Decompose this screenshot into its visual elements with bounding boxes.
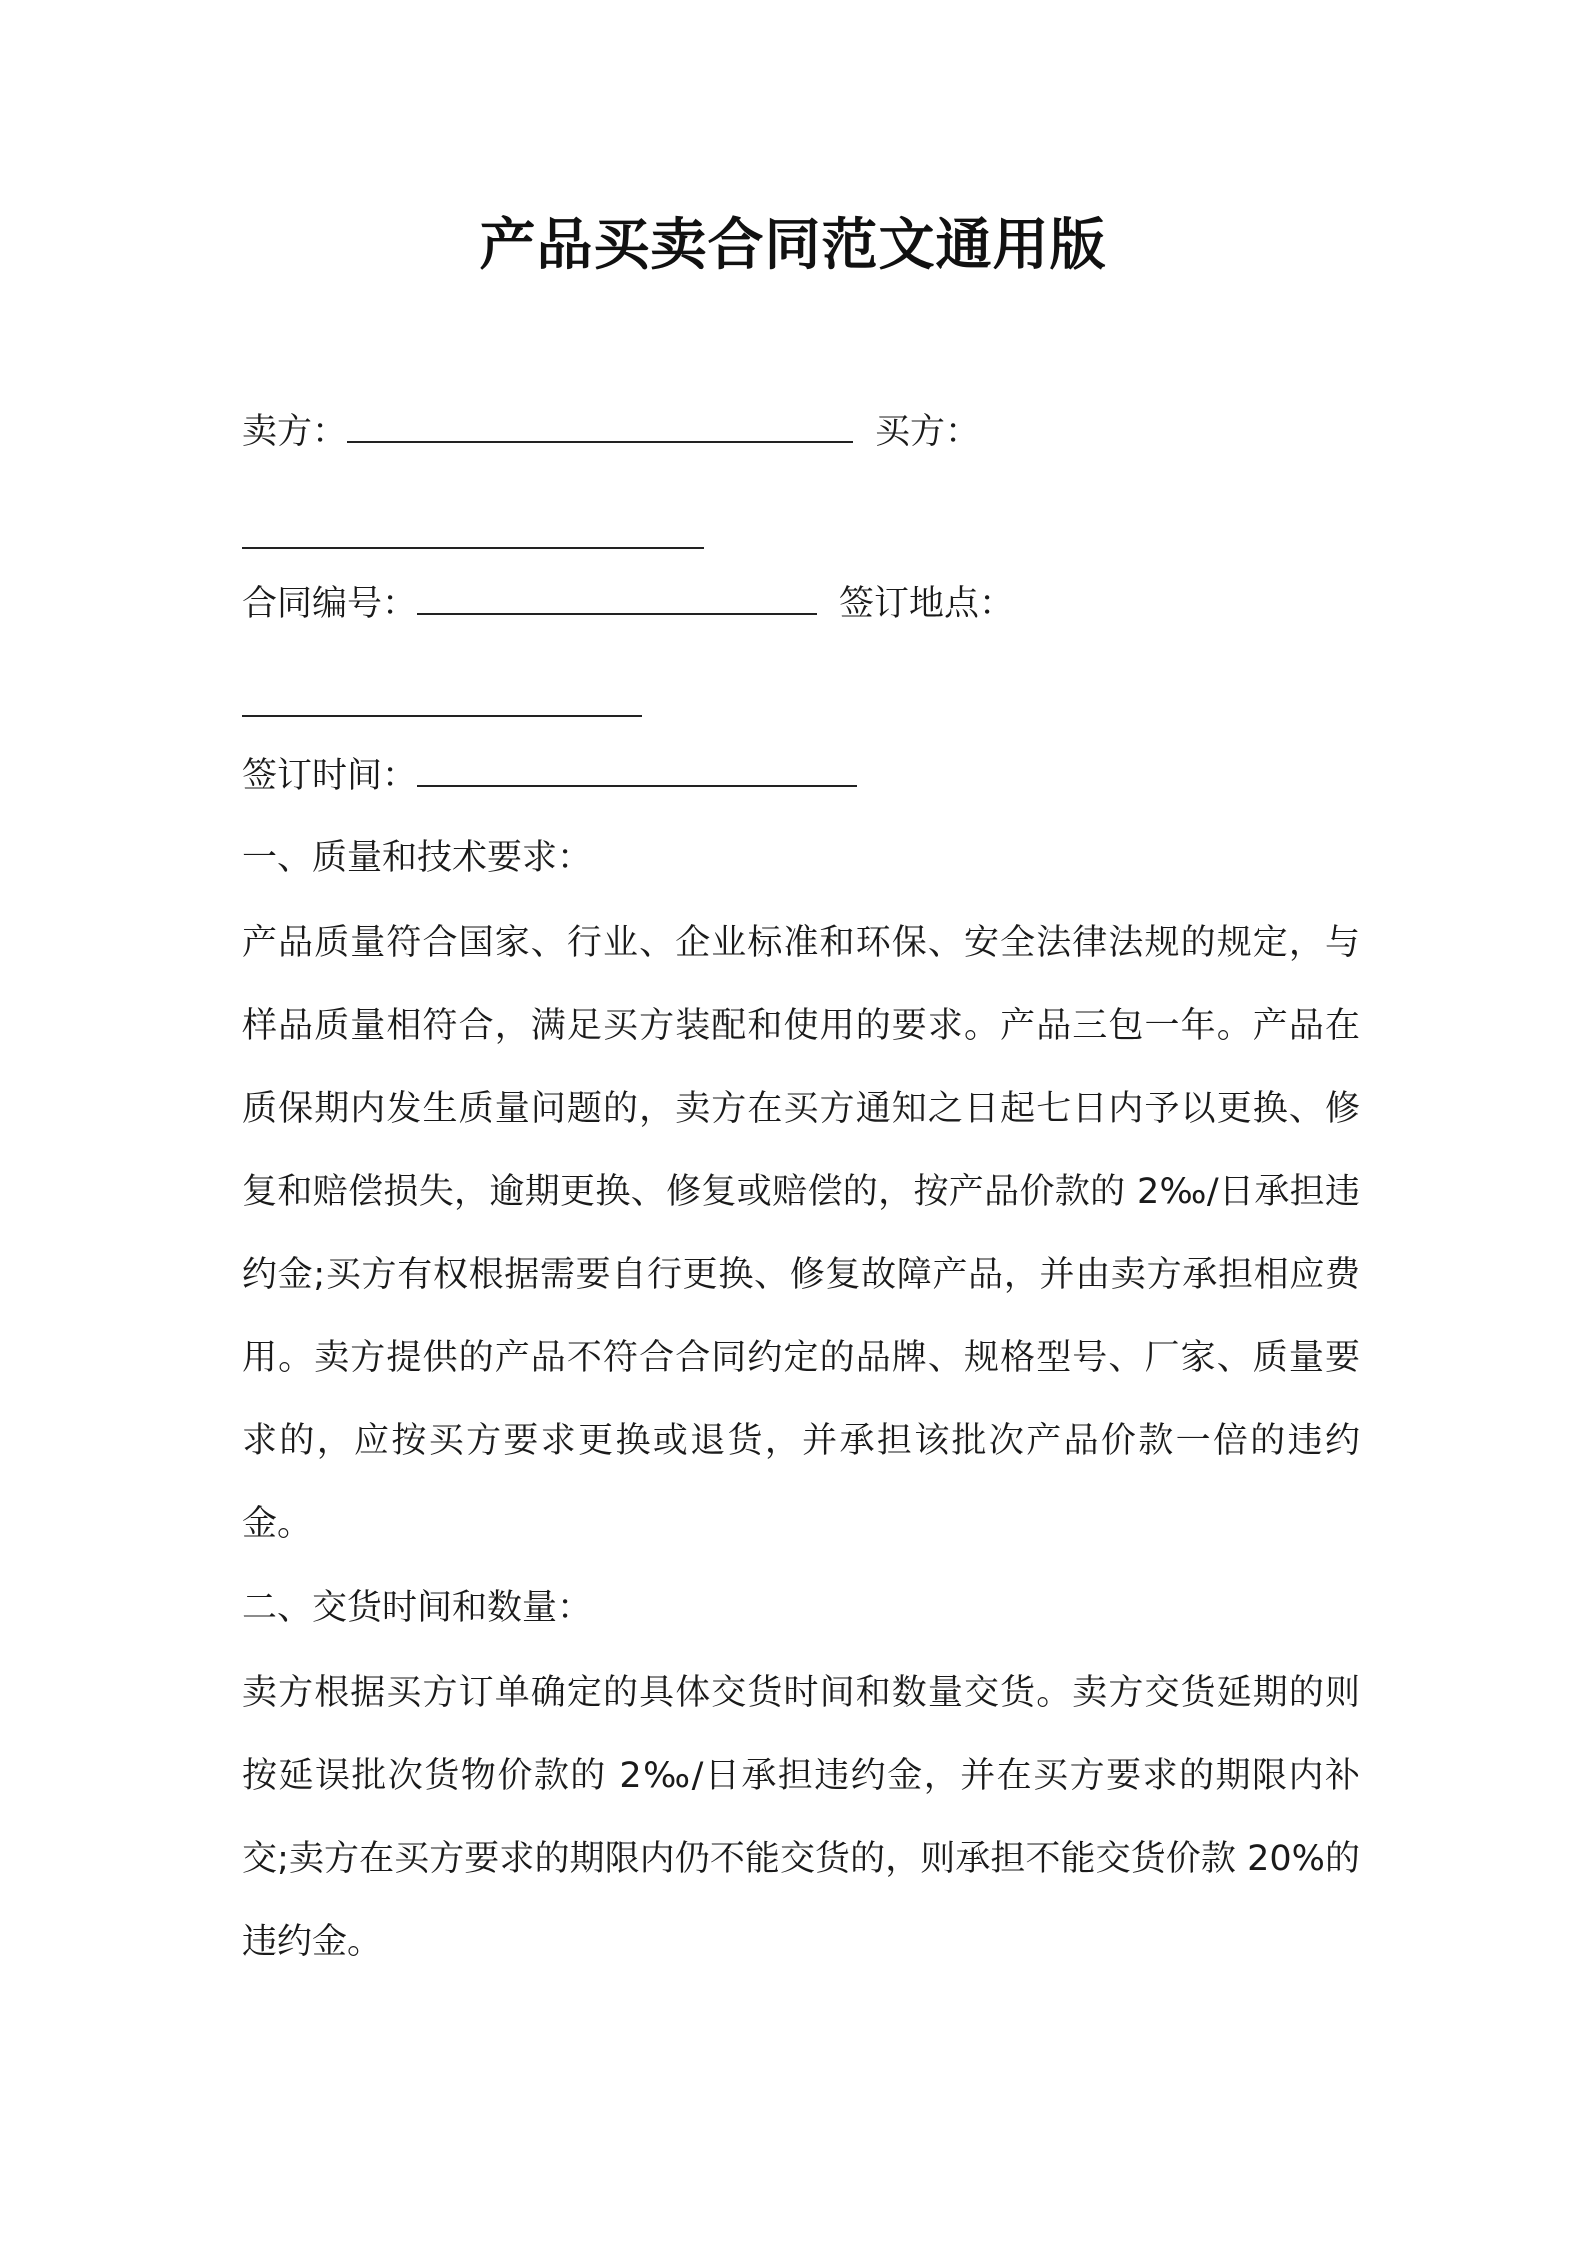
section-heading-delivery: 二、交货时间和数量：	[242, 1588, 593, 1628]
sign-place-label: 签订地点：	[839, 584, 1015, 624]
party-line	[242, 408, 980, 456]
section-heading-quality: 一、质量和技术要求：	[242, 838, 593, 878]
sign-time-label: 签订时间：	[242, 756, 418, 796]
contract-line	[242, 580, 1014, 628]
sign-time-line	[242, 752, 857, 800]
buyer-label: 买方：	[875, 412, 981, 452]
seller-blank[interactable]	[347, 409, 853, 443]
contract-no-blank[interactable]	[417, 581, 817, 615]
sign-place-blank[interactable]	[242, 683, 642, 717]
section-body-quality: 产品质量符合国家、行业、企业标准和环保、安全法律法规的规定，与样品质量相符合，满足买方装配和使用的要求。产品三包一年。产品在质保期内发生质量问题的，卖方在买方通知之日起七日内予以更换、修复和赔偿损失，逾期更换、修复或赔偿的，按产品价款的 2‰/日承担违约金;买方有权根据需要自行更换、修复故障产品，并由卖方承担相应费用。卖方提供的产品不符合合同约定的品牌、规格型号、厂家、质量要求的，应按买方要求更换或退货，并承担该批次产品价款一倍的违约金。	[242, 923, 1360, 1544]
seller-label: 卖方：	[242, 412, 348, 452]
sign-place-blank-line	[242, 682, 642, 730]
document-title: 产品买卖合同范文通用版	[479, 213, 1107, 278]
sign-time-blank[interactable]	[417, 753, 857, 787]
buyer-blank[interactable]	[242, 515, 704, 549]
buyer-blank-line	[242, 514, 704, 562]
section-body-delivery: 卖方根据买方订单确定的具体交货时间和数量交货。卖方交货延期的则按延误批次货物价款的 2‰/日承担违约金，并在买方要求的期限内补交;卖方在买方要求的期限内仍不能交货的，则承担不能交货价款 20%的违约金。	[242, 1673, 1360, 1962]
contract-no-label: 合同编号：	[242, 584, 418, 624]
